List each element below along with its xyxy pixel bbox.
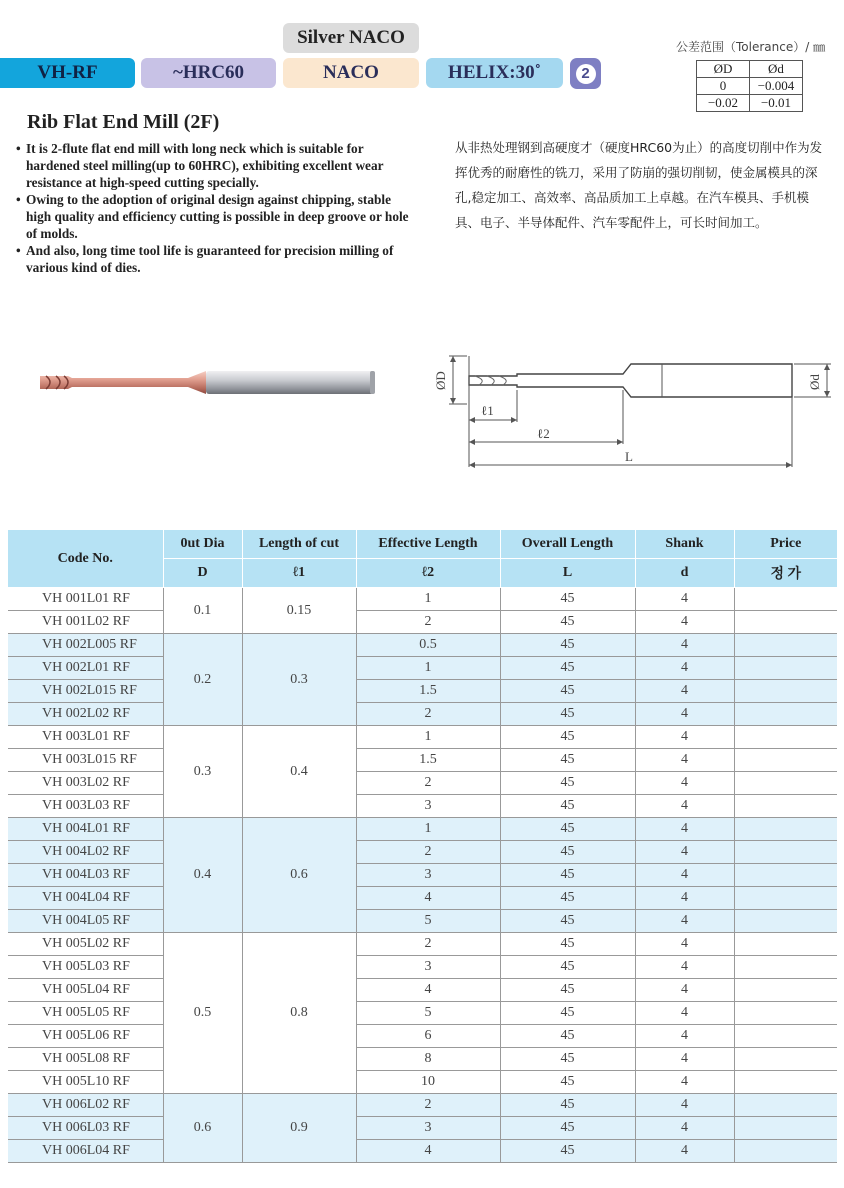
- code-cell: VH 005L08 RF: [8, 1048, 163, 1071]
- code-cell: VH 003L03 RF: [8, 795, 163, 818]
- header-overall: Overall Length: [500, 530, 635, 559]
- cut-cell: 0.8: [242, 933, 356, 1094]
- subheader-price: 정 가: [734, 559, 837, 588]
- overall-cell: 45: [500, 864, 635, 887]
- overall-cell: 45: [500, 1048, 635, 1071]
- price-cell: [734, 588, 837, 611]
- eff-cell: 1: [356, 657, 500, 680]
- product-group: [8, 726, 837, 818]
- overall-cell: 45: [500, 956, 635, 979]
- table-row: [8, 1071, 837, 1094]
- eff-cell: 2: [356, 703, 500, 726]
- code-cell: VH 005L04 RF: [8, 979, 163, 1002]
- shank-cell: 4: [635, 1048, 734, 1071]
- price-cell: [734, 611, 837, 634]
- price-cell: [734, 1025, 837, 1048]
- table-row: [8, 1094, 837, 1117]
- subheader-shank: d: [635, 559, 734, 588]
- price-cell: [734, 841, 837, 864]
- code-cell: VH 006L04 RF: [8, 1140, 163, 1163]
- eff-cell: 0.5: [356, 634, 500, 657]
- price-cell: [734, 1048, 837, 1071]
- code-cell: VH 005L05 RF: [8, 1002, 163, 1025]
- eff-cell: 2: [356, 772, 500, 795]
- overall-cell: 45: [500, 772, 635, 795]
- overall-cell: 45: [500, 703, 635, 726]
- chinese-description: 从非热处理钢到高硬度才（硬度HRC60为止）的高度切削中作为发挥优秀的耐磨性的铣刀，采用了防崩的强切削韧，使金属模具的深孔,稳定加工、高效率、高品质加工上卓越。在汽车模具、手机模具、电子、半导体配件、汽车零配件上，可长时间加工。: [455, 140, 823, 230]
- dia-cell: 0.1: [163, 588, 242, 634]
- table-row: [8, 657, 837, 680]
- price-cell: [734, 1002, 837, 1025]
- shank-cell: 4: [635, 1002, 734, 1025]
- table-row: [8, 1140, 837, 1163]
- eff-cell: 4: [356, 979, 500, 1002]
- subheader-eff: ℓ2: [356, 559, 500, 588]
- price-cell: [734, 910, 837, 933]
- end-mill-photo: [38, 360, 378, 405]
- code-cell: VH 004L01 RF: [8, 818, 163, 841]
- table-row: [8, 818, 837, 841]
- code-cell: VH 005L06 RF: [8, 1025, 163, 1048]
- price-cell: [734, 680, 837, 703]
- table-row: [8, 588, 837, 611]
- eff-cell: 5: [356, 910, 500, 933]
- price-cell: [734, 749, 837, 772]
- code-cell: VH 003L01 RF: [8, 726, 163, 749]
- code-cell: VH 002L01 RF: [8, 657, 163, 680]
- helix-badge: HELIX:30˚: [426, 58, 563, 88]
- eff-cell: 10: [356, 1071, 500, 1094]
- shank-cell: 4: [635, 818, 734, 841]
- shank-cell: 4: [635, 588, 734, 611]
- shank-cell: 4: [635, 772, 734, 795]
- price-cell: [734, 703, 837, 726]
- table-row: [8, 1117, 837, 1140]
- dimension-drawing: [425, 352, 835, 477]
- product-group: [8, 933, 837, 1094]
- shank-cell: 4: [635, 910, 734, 933]
- code-cell: VH 004L02 RF: [8, 841, 163, 864]
- eff-cell: 2: [356, 841, 500, 864]
- cut-cell: 0.6: [242, 818, 356, 933]
- product-group: [8, 1094, 837, 1163]
- hardness-badge: ~HRC60: [141, 58, 276, 88]
- header-dia: 0ut Dia: [163, 530, 242, 559]
- header-price: Price: [734, 530, 837, 559]
- code-cell: VH 004L05 RF: [8, 910, 163, 933]
- cut-cell: 0.3: [242, 634, 356, 726]
- tolerance-head: ØD: [697, 61, 750, 78]
- tolerance-cell: −0.02: [697, 95, 750, 112]
- overall-cell: 45: [500, 726, 635, 749]
- table-row: [8, 680, 837, 703]
- eff-cell: 3: [356, 1117, 500, 1140]
- cut-cell: 0.4: [242, 726, 356, 818]
- shank-cell: 4: [635, 1094, 734, 1117]
- code-cell: VH 006L03 RF: [8, 1117, 163, 1140]
- price-cell: [734, 933, 837, 956]
- table-row: [8, 933, 837, 956]
- subheader-dia: D: [163, 559, 242, 588]
- subheader-overall: L: [500, 559, 635, 588]
- eff-cell: 2: [356, 611, 500, 634]
- cut-cell: 0.9: [242, 1094, 356, 1163]
- table-row: [8, 703, 837, 726]
- subheader-cut: ℓ1: [242, 559, 356, 588]
- price-cell: [734, 726, 837, 749]
- eff-cell: 3: [356, 864, 500, 887]
- eff-cell: 1: [356, 588, 500, 611]
- eff-cell: 3: [356, 795, 500, 818]
- shank-cell: 4: [635, 657, 734, 680]
- code-cell: VH 005L10 RF: [8, 1071, 163, 1094]
- series-badge: VH-RF: [0, 58, 135, 88]
- eff-cell: 1.5: [356, 749, 500, 772]
- overall-cell: 45: [500, 795, 635, 818]
- dia-cell: 0.5: [163, 933, 242, 1094]
- eff-cell: 1: [356, 726, 500, 749]
- code-cell: VH 001L02 RF: [8, 611, 163, 634]
- dia-cell: 0.6: [163, 1094, 242, 1163]
- dim-label-d: Ød: [807, 374, 822, 390]
- table-row: [8, 956, 837, 979]
- overall-cell: 45: [500, 680, 635, 703]
- shank-cell: 4: [635, 634, 734, 657]
- code-cell: VH 004L04 RF: [8, 887, 163, 910]
- tolerance-table: [696, 60, 803, 112]
- shank-cell: 4: [635, 864, 734, 887]
- table-row: [8, 910, 837, 933]
- table-row: [8, 841, 837, 864]
- header-eff: Effective Length: [356, 530, 500, 559]
- header-code: Code No.: [8, 530, 163, 588]
- overall-cell: 45: [500, 910, 635, 933]
- price-cell: [734, 979, 837, 1002]
- code-cell: VH 005L03 RF: [8, 956, 163, 979]
- flute-count: 2: [576, 64, 596, 84]
- code-cell: VH 001L01 RF: [8, 588, 163, 611]
- coating-badge: NACO: [283, 58, 419, 88]
- overall-cell: 45: [500, 611, 635, 634]
- dia-cell: 0.2: [163, 634, 242, 726]
- code-cell: VH 003L015 RF: [8, 749, 163, 772]
- product-group: [8, 634, 837, 726]
- dim-label-l1: ℓ1: [481, 403, 494, 418]
- dim-label-L: L: [625, 449, 633, 464]
- eff-cell: 4: [356, 1140, 500, 1163]
- price-cell: [734, 1117, 837, 1140]
- eff-cell: 2: [356, 1094, 500, 1117]
- overall-cell: 45: [500, 1025, 635, 1048]
- dim-label-l2: ℓ2: [537, 426, 550, 441]
- price-cell: [734, 657, 837, 680]
- tolerance-head: Ød: [750, 61, 803, 78]
- overall-cell: 45: [500, 887, 635, 910]
- dia-cell: 0.3: [163, 726, 242, 818]
- shank-cell: 4: [635, 841, 734, 864]
- shank-cell: 4: [635, 680, 734, 703]
- overall-cell: 45: [500, 588, 635, 611]
- eff-cell: 4: [356, 887, 500, 910]
- table-row: [8, 864, 837, 887]
- shank-cell: 4: [635, 703, 734, 726]
- shank-cell: 4: [635, 1117, 734, 1140]
- shank-cell: 4: [635, 795, 734, 818]
- overall-cell: 45: [500, 1140, 635, 1163]
- code-cell: VH 002L005 RF: [8, 634, 163, 657]
- feature-item: • Owing to the adoption of original design against chipping, stable high quality and efficiency cutting is possible in deep groove or hole of molds.: [16, 191, 416, 242]
- overall-cell: 45: [500, 1117, 635, 1140]
- table-row: [8, 1048, 837, 1071]
- table-row: [8, 795, 837, 818]
- overall-cell: 45: [500, 749, 635, 772]
- shank-cell: 4: [635, 749, 734, 772]
- overall-cell: 45: [500, 979, 635, 1002]
- shank-cell: 4: [635, 1071, 734, 1094]
- eff-cell: 2: [356, 933, 500, 956]
- overall-cell: 45: [500, 1094, 635, 1117]
- shank-cell: 4: [635, 887, 734, 910]
- overall-cell: 45: [500, 841, 635, 864]
- eff-cell: 5: [356, 1002, 500, 1025]
- code-cell: VH 003L02 RF: [8, 772, 163, 795]
- dim-label-D: ØD: [433, 371, 448, 390]
- eff-cell: 8: [356, 1048, 500, 1071]
- overall-cell: 45: [500, 634, 635, 657]
- shank-cell: 4: [635, 956, 734, 979]
- overall-cell: 45: [500, 1002, 635, 1025]
- shank-cell: 4: [635, 979, 734, 1002]
- overall-cell: 45: [500, 657, 635, 680]
- tolerance-cell: −0.004: [750, 78, 803, 95]
- product-group: [8, 818, 837, 933]
- header-shank: Shank: [635, 530, 734, 559]
- price-cell: [734, 634, 837, 657]
- coating-label: Silver NACO: [283, 23, 419, 53]
- overall-cell: 45: [500, 818, 635, 841]
- overall-cell: 45: [500, 933, 635, 956]
- product-group: [8, 588, 837, 634]
- shank-cell: 4: [635, 611, 734, 634]
- code-cell: VH 002L02 RF: [8, 703, 163, 726]
- shank-cell: 4: [635, 1140, 734, 1163]
- tolerance-cell: 0: [697, 78, 750, 95]
- code-cell: VH 005L02 RF: [8, 933, 163, 956]
- table-row: [8, 772, 837, 795]
- price-cell: [734, 795, 837, 818]
- shank-cell: 4: [635, 726, 734, 749]
- dia-cell: 0.4: [163, 818, 242, 933]
- cut-cell: 0.15: [242, 588, 356, 634]
- table-row: [8, 726, 837, 749]
- eff-cell: 1: [356, 818, 500, 841]
- code-cell: VH 006L02 RF: [8, 1094, 163, 1117]
- table-row: [8, 1002, 837, 1025]
- price-cell: [734, 956, 837, 979]
- table-row: [8, 1025, 837, 1048]
- overall-cell: 45: [500, 1071, 635, 1094]
- flute-count-badge: [570, 58, 601, 89]
- price-cell: [734, 887, 837, 910]
- table-row: [8, 611, 837, 634]
- price-cell: [734, 1140, 837, 1163]
- product-title: Rib Flat End Mill (2F): [27, 111, 220, 133]
- price-cell: [734, 1071, 837, 1094]
- tolerance-cell: −0.01: [750, 95, 803, 112]
- price-cell: [734, 864, 837, 887]
- shank-cell: 4: [635, 1025, 734, 1048]
- feature-item: • It is 2-flute flat end mill with long neck which is suitable for hardened steel milling(up to 60HRC), exhibiting excellent wear resistance at high-speed cutting specially.: [16, 140, 416, 191]
- feature-item: • And also, long time tool life is guaranteed for precision milling of various kind of dies.: [16, 242, 416, 276]
- eff-cell: 3: [356, 956, 500, 979]
- code-cell: VH 002L015 RF: [8, 680, 163, 703]
- tolerance-title: 公差范围（Tolerance）/ ㎜: [676, 40, 826, 54]
- table-row: [8, 979, 837, 1002]
- header-cut: Length of cut: [242, 530, 356, 559]
- spec-table: [8, 530, 837, 1163]
- shank-cell: 4: [635, 933, 734, 956]
- price-cell: [734, 772, 837, 795]
- eff-cell: 1.5: [356, 680, 500, 703]
- table-row: [8, 634, 837, 657]
- code-cell: VH 004L03 RF: [8, 864, 163, 887]
- table-row: [8, 887, 837, 910]
- price-cell: [734, 1094, 837, 1117]
- feature-list: [16, 140, 416, 276]
- eff-cell: 6: [356, 1025, 500, 1048]
- price-cell: [734, 818, 837, 841]
- table-row: [8, 749, 837, 772]
